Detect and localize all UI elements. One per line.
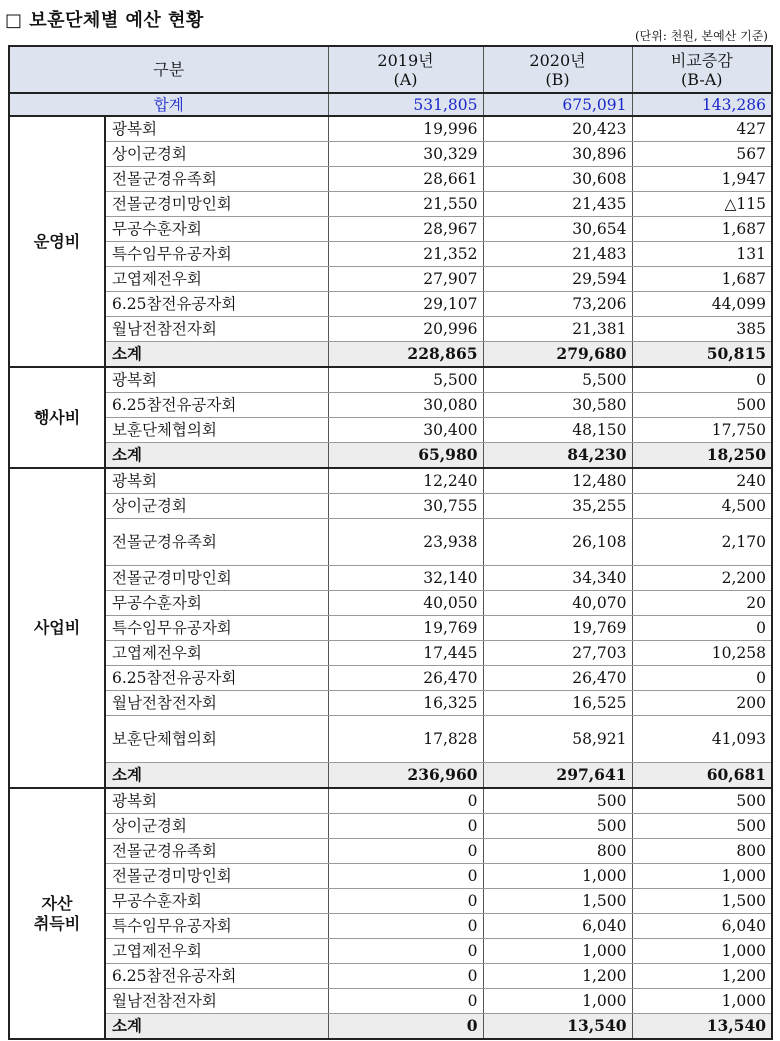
row-value-diff: 240 xyxy=(632,468,772,494)
table-row xyxy=(9,641,772,666)
subtotal-2020: 84,230 xyxy=(483,443,632,469)
row-value-diff: △115 xyxy=(632,192,772,217)
row-value-diff: 0 xyxy=(632,367,772,393)
row-value-2019: 27,907 xyxy=(328,267,483,292)
table-row xyxy=(9,566,772,591)
row-name: 보훈단체협의회 xyxy=(105,716,328,763)
row-value-2019: 0 xyxy=(328,939,483,964)
subtotal-label: 소계 xyxy=(105,342,328,368)
table-row xyxy=(9,418,772,443)
row-value-diff: 200 xyxy=(632,691,772,716)
row-value-2020: 6,040 xyxy=(483,914,632,939)
row-value-2020: 48,150 xyxy=(483,418,632,443)
table-row xyxy=(9,292,772,317)
row-value-2020: 1,000 xyxy=(483,864,632,889)
row-value-2019: 0 xyxy=(328,839,483,864)
subtotal-2019: 65,980 xyxy=(328,443,483,469)
unit-note: (단위: 천원, 본예산 기준) xyxy=(635,29,768,43)
row-value-diff: 567 xyxy=(632,142,772,167)
subtotal-row xyxy=(9,443,772,469)
group-category: 사업비 xyxy=(9,468,105,788)
row-name: 전몰군경미망인회 xyxy=(105,192,328,217)
table-row xyxy=(9,914,772,939)
table-row xyxy=(9,393,772,418)
row-value-2019: 21,550 xyxy=(328,192,483,217)
subtotal-2019: 236,960 xyxy=(328,763,483,789)
row-value-2020: 30,608 xyxy=(483,167,632,192)
table-row xyxy=(9,666,772,691)
header-diff xyxy=(632,46,772,93)
row-value-2019: 0 xyxy=(328,989,483,1014)
subtotal-label: 소계 xyxy=(105,763,328,789)
row-value-2019: 0 xyxy=(328,864,483,889)
row-value-diff: 131 xyxy=(632,242,772,267)
header-2020-code: (B) xyxy=(545,69,570,89)
row-value-2019: 19,769 xyxy=(328,616,483,641)
row-name: 무공수훈자회 xyxy=(105,889,328,914)
row-name: 6.25참전유공자회 xyxy=(105,393,328,418)
row-name: 광복회 xyxy=(105,116,328,142)
row-value-2020: 21,483 xyxy=(483,242,632,267)
row-value-2020: 1,000 xyxy=(483,939,632,964)
row-value-2020: 30,654 xyxy=(483,217,632,242)
budget-table-body xyxy=(9,46,772,1039)
subtotal-row xyxy=(9,1014,772,1040)
subtotal-diff: 50,815 xyxy=(632,342,772,368)
row-value-2020: 27,703 xyxy=(483,641,632,666)
table-row xyxy=(9,939,772,964)
row-value-2020: 20,423 xyxy=(483,116,632,142)
row-name: 광복회 xyxy=(105,367,328,393)
row-value-2019: 0 xyxy=(328,964,483,989)
row-name: 무공수훈자회 xyxy=(105,217,328,242)
row-value-diff: 500 xyxy=(632,814,772,839)
row-value-2019: 28,661 xyxy=(328,167,483,192)
row-value-diff: 1,500 xyxy=(632,889,772,914)
page-title: □ 보훈단체별 예산 현황 xyxy=(5,10,204,31)
row-value-2020: 5,500 xyxy=(483,367,632,393)
row-value-2020: 34,340 xyxy=(483,566,632,591)
row-value-2019: 0 xyxy=(328,814,483,839)
table-row xyxy=(9,864,772,889)
row-name: 6.25참전유공자회 xyxy=(105,666,328,691)
table-row xyxy=(9,616,772,641)
subtotal-row xyxy=(9,763,772,789)
subtotal-2020: 279,680 xyxy=(483,342,632,368)
row-name: 고엽제전우회 xyxy=(105,641,328,666)
row-name: 광복회 xyxy=(105,788,328,814)
row-value-2019: 30,400 xyxy=(328,418,483,443)
subtotal-diff: 60,681 xyxy=(632,763,772,789)
row-value-2020: 1,500 xyxy=(483,889,632,914)
row-name: 상이군경회 xyxy=(105,814,328,839)
subtotal-2020: 13,540 xyxy=(483,1014,632,1040)
header-2019-code: (A) xyxy=(393,69,418,89)
table-row xyxy=(9,167,772,192)
group-category: 운영비 xyxy=(9,116,105,367)
table-row xyxy=(9,494,772,519)
row-value-2020: 26,108 xyxy=(483,519,632,566)
row-value-2020: 19,769 xyxy=(483,616,632,641)
row-value-2019: 30,755 xyxy=(328,494,483,519)
row-value-diff: 800 xyxy=(632,839,772,864)
header-2019 xyxy=(328,46,483,93)
subtotal-diff: 13,540 xyxy=(632,1014,772,1040)
row-name: 광복회 xyxy=(105,468,328,494)
row-value-2019: 23,938 xyxy=(328,519,483,566)
row-value-diff: 10,258 xyxy=(632,641,772,666)
table-row xyxy=(9,716,772,763)
row-name: 월남전참전자회 xyxy=(105,317,328,342)
table-row xyxy=(9,267,772,292)
row-name: 6.25참전유공자회 xyxy=(105,964,328,989)
row-value-2020: 1,000 xyxy=(483,989,632,1014)
row-value-2020: 21,435 xyxy=(483,192,632,217)
header-row xyxy=(9,46,772,93)
row-value-2020: 29,594 xyxy=(483,267,632,292)
row-value-diff: 20 xyxy=(632,591,772,616)
subtotal-2020: 297,641 xyxy=(483,763,632,789)
header-diff-title: 비교증감 xyxy=(670,50,733,70)
row-value-diff: 1,000 xyxy=(632,864,772,889)
row-name: 특수임무유공자회 xyxy=(105,616,328,641)
total-2019: 531,805 xyxy=(328,93,483,116)
total-label: 합계 xyxy=(9,93,328,116)
row-value-2020: 500 xyxy=(483,788,632,814)
row-value-2019: 16,325 xyxy=(328,691,483,716)
row-value-2020: 12,480 xyxy=(483,468,632,494)
subtotal-label: 소계 xyxy=(105,1014,328,1040)
row-value-diff: 1,000 xyxy=(632,989,772,1014)
row-value-diff: 500 xyxy=(632,788,772,814)
row-value-2019: 21,352 xyxy=(328,242,483,267)
row-value-2020: 35,255 xyxy=(483,494,632,519)
row-value-diff: 17,750 xyxy=(632,418,772,443)
row-name: 6.25참전유공자회 xyxy=(105,292,328,317)
row-value-diff: 4,500 xyxy=(632,494,772,519)
row-value-2020: 800 xyxy=(483,839,632,864)
row-value-diff: 1,687 xyxy=(632,217,772,242)
row-value-2019: 17,828 xyxy=(328,716,483,763)
row-value-diff: 0 xyxy=(632,616,772,641)
row-name: 월남전참전자회 xyxy=(105,691,328,716)
row-name: 고엽제전우회 xyxy=(105,939,328,964)
header-2020-year: 2020년 xyxy=(529,50,586,70)
subtotal-row xyxy=(9,342,772,368)
row-value-2019: 0 xyxy=(328,889,483,914)
table-row xyxy=(9,317,772,342)
row-value-2019: 30,080 xyxy=(328,393,483,418)
row-value-2020: 26,470 xyxy=(483,666,632,691)
row-value-2020: 40,070 xyxy=(483,591,632,616)
table-row xyxy=(9,814,772,839)
row-value-2020: 30,580 xyxy=(483,393,632,418)
row-value-2019: 30,329 xyxy=(328,142,483,167)
row-value-2019: 0 xyxy=(328,914,483,939)
row-value-2019: 0 xyxy=(328,788,483,814)
row-name: 고엽제전우회 xyxy=(105,267,328,292)
row-value-diff: 6,040 xyxy=(632,914,772,939)
total-row xyxy=(9,93,772,116)
table-row xyxy=(9,839,772,864)
row-name: 전몰군경미망인회 xyxy=(105,566,328,591)
table-row xyxy=(9,217,772,242)
row-value-diff: 427 xyxy=(632,116,772,142)
row-name: 상이군경회 xyxy=(105,142,328,167)
table-row xyxy=(9,964,772,989)
row-value-diff: 1,000 xyxy=(632,939,772,964)
group-category: 자산 취득비 xyxy=(9,788,105,1039)
subtotal-diff: 18,250 xyxy=(632,443,772,469)
row-value-2020: 73,206 xyxy=(483,292,632,317)
subtotal-2019: 228,865 xyxy=(328,342,483,368)
row-value-2020: 1,200 xyxy=(483,964,632,989)
subtotal-2019: 0 xyxy=(328,1014,483,1040)
table-row xyxy=(9,116,772,142)
row-value-diff: 2,200 xyxy=(632,566,772,591)
row-value-2019: 28,967 xyxy=(328,217,483,242)
total-2020: 675,091 xyxy=(483,93,632,116)
table-row xyxy=(9,192,772,217)
row-value-diff: 0 xyxy=(632,666,772,691)
header-2019-year: 2019년 xyxy=(377,50,434,70)
row-value-2020: 58,921 xyxy=(483,716,632,763)
row-value-2019: 32,140 xyxy=(328,566,483,591)
row-value-diff: 1,200 xyxy=(632,964,772,989)
row-value-diff: 1,947 xyxy=(632,167,772,192)
row-name: 전몰군경유족회 xyxy=(105,167,328,192)
group-category: 행사비 xyxy=(9,367,105,468)
row-value-2019: 29,107 xyxy=(328,292,483,317)
row-name: 전몰군경미망인회 xyxy=(105,864,328,889)
table-row xyxy=(9,788,772,814)
row-value-2020: 30,896 xyxy=(483,142,632,167)
row-value-2020: 21,381 xyxy=(483,317,632,342)
row-value-2019: 26,470 xyxy=(328,666,483,691)
table-row xyxy=(9,367,772,393)
row-value-2019: 17,445 xyxy=(328,641,483,666)
row-name: 특수임무유공자회 xyxy=(105,242,328,267)
row-value-2019: 5,500 xyxy=(328,367,483,393)
row-name: 전몰군경유족회 xyxy=(105,519,328,566)
row-value-2020: 16,525 xyxy=(483,691,632,716)
row-value-2020: 500 xyxy=(483,814,632,839)
table-row xyxy=(9,691,772,716)
row-name: 상이군경회 xyxy=(105,494,328,519)
row-value-diff: 41,093 xyxy=(632,716,772,763)
header-2020 xyxy=(483,46,632,93)
row-value-diff: 2,170 xyxy=(632,519,772,566)
row-value-diff: 385 xyxy=(632,317,772,342)
row-value-diff: 1,687 xyxy=(632,267,772,292)
row-name: 보훈단체협의회 xyxy=(105,418,328,443)
row-value-2019: 12,240 xyxy=(328,468,483,494)
row-name: 월남전참전자회 xyxy=(105,989,328,1014)
row-value-diff: 44,099 xyxy=(632,292,772,317)
row-name: 전몰군경유족회 xyxy=(105,839,328,864)
total-diff: 143,286 xyxy=(632,93,772,116)
subtotal-label: 소계 xyxy=(105,443,328,469)
row-value-2019: 40,050 xyxy=(328,591,483,616)
row-value-2019: 19,996 xyxy=(328,116,483,142)
row-name: 특수임무유공자회 xyxy=(105,914,328,939)
header-category: 구분 xyxy=(9,46,328,93)
table-row xyxy=(9,889,772,914)
table-row xyxy=(9,519,772,566)
table-row xyxy=(9,242,772,267)
table-row xyxy=(9,468,772,494)
budget-table xyxy=(8,45,773,1040)
row-name: 무공수훈자회 xyxy=(105,591,328,616)
table-row xyxy=(9,989,772,1014)
row-value-2019: 20,996 xyxy=(328,317,483,342)
table-row xyxy=(9,591,772,616)
row-value-diff: 500 xyxy=(632,393,772,418)
table-row xyxy=(9,142,772,167)
header-diff-code: (B-A) xyxy=(681,69,723,89)
